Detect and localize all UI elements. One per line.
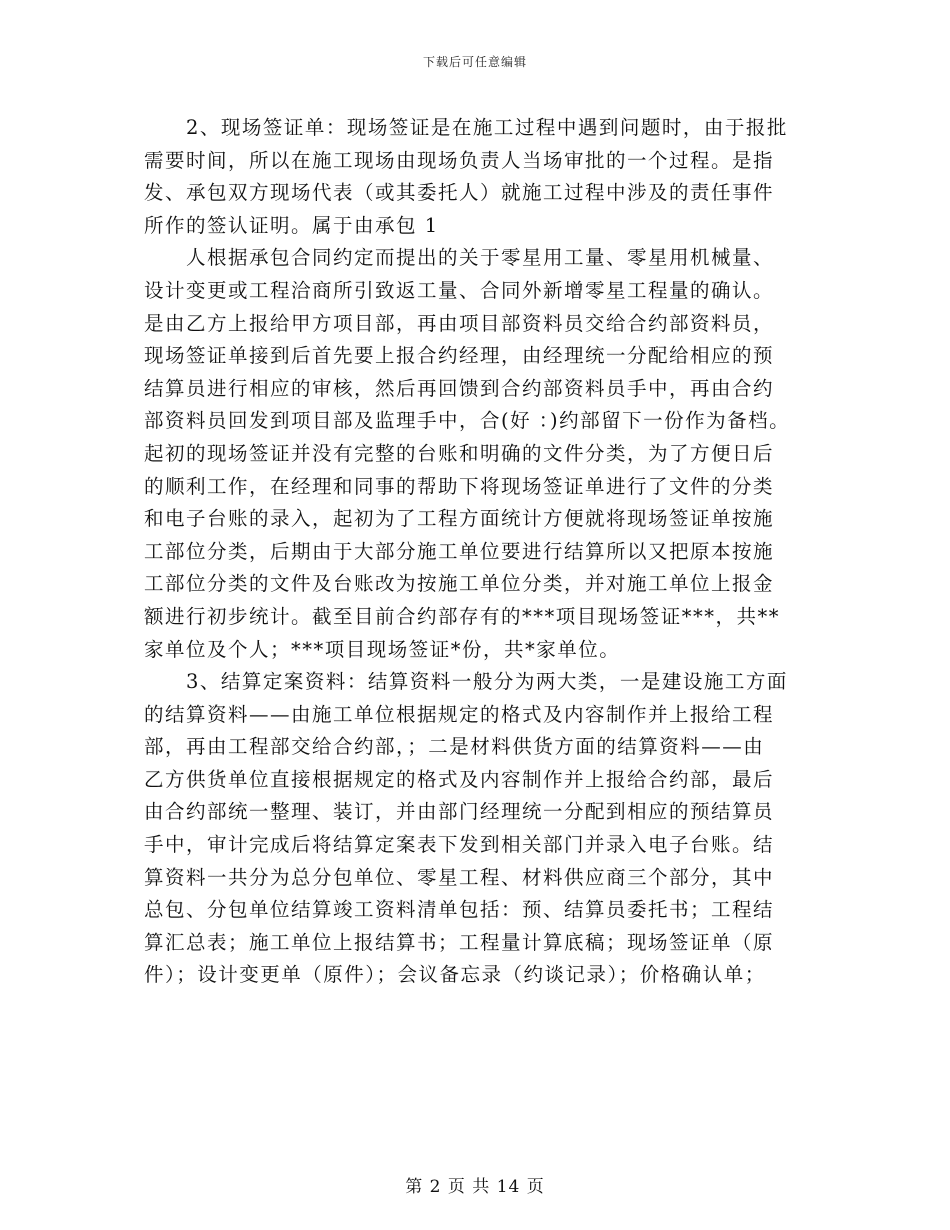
page-header: 下载后可任意编辑 [422, 55, 527, 69]
paragraph-line: 额进行初步统计。截至目前合约部存有的***项目现场签证***，共** [144, 604, 781, 628]
paragraph-line: 工部位分类，后期由于大部分施工单位要进行结算所以又把原本按施 [144, 539, 775, 563]
paragraph-line: 结算员进行相应的审核，然后再回馈到合约部资料员手中，再由合约 [144, 376, 775, 400]
paragraph-line: 的顺利工作，在经理和同事的帮助下将现场签证单进行了文件的分类 [144, 474, 775, 498]
paragraph-line: 部资料员回发到项目部及监理手中，合(好 ：)约部留下一份作为备档。 [144, 409, 791, 433]
paragraph-line: 工部位分类的文件及台账改为按施工单位分类，并对施工单位上报金 [144, 572, 775, 596]
paragraph-line: 算汇总表；施工单位上报结算书；工程量计算底稿；现场签证单（原 [144, 930, 775, 954]
paragraph-line: 乙方供货单位直接根据规定的格式及内容制作并上报给合约部，最后 [144, 767, 775, 791]
paragraph-line: 件）；设计变更单（原件）；会议备忘录（约谈记录）；价格确认单； [144, 963, 766, 987]
paragraph-line: 起初的现场签证并没有完整的台账和明确的文件分类，为了方便日后 [144, 441, 775, 465]
paragraph-line: 人根据承包合同约定而提出的关于零星用工量、零星用机械量、 [186, 246, 775, 270]
paragraph-line: 2、现场签证单：现场签证是在施工过程中遇到问题时，由于报批 [186, 116, 788, 139]
paragraph-line: 设计变更或工程洽商所引致返工量、合同外新增零星工程量的确认。 [144, 278, 775, 302]
paragraph-line: 现场签证单接到后首先要上报合约经理，由经理统一分配给相应的预 [144, 344, 775, 368]
paragraph-line: 需要时间，所以在施工现场由现场负责人当场审批的一个过程。是指 [144, 148, 775, 172]
paragraph-line: 所作的签认证明。属于由承包 1 [144, 213, 439, 237]
page-number-footer: 第 2 页 共 14 页 [405, 1177, 545, 1197]
paragraph-line: 部，再由工程部交给合约部，；二是材料供货方面的结算资料——由 [144, 735, 765, 759]
paragraph-line: 发、承包双方现场代表（或其委托人）就施工过程中涉及的责任事件 [144, 181, 775, 205]
paragraph-line: 手中，审计完成后将结算定案表下发到相关部门并录入电子台账。结 [144, 833, 775, 857]
paragraph-line: 家单位及个人；***项目现场签证*份，共*家单位。 [144, 637, 621, 661]
paragraph-line: 3、结算定案资料：结算资料一般分为两大类，一是建设施工方面 [186, 670, 788, 694]
paragraph-line: 是由乙方上报给甲方项目部，再由项目部资料员交给合约部资料员， [144, 311, 775, 335]
paragraph-line: 总包、分包单位结算竣工资料清单包括：预、结算员委托书；工程结 [144, 898, 775, 922]
paragraph-line: 算资料一共分为总分包单位、零星工程、材料供应商三个部分，其中 [144, 865, 775, 889]
paragraph-line: 的结算资料——由施工单位根据规定的格式及内容制作并上报给工程 [144, 702, 775, 726]
document-body [144, 112, 824, 992]
paragraph-line: 由合约部统一整理、装订，并由部门经理统一分配到相应的预结算员 [144, 800, 775, 824]
paragraph-line: 和电子台账的录入，起初为了工程方面统计方便就将现场签证单按施 [144, 507, 775, 531]
